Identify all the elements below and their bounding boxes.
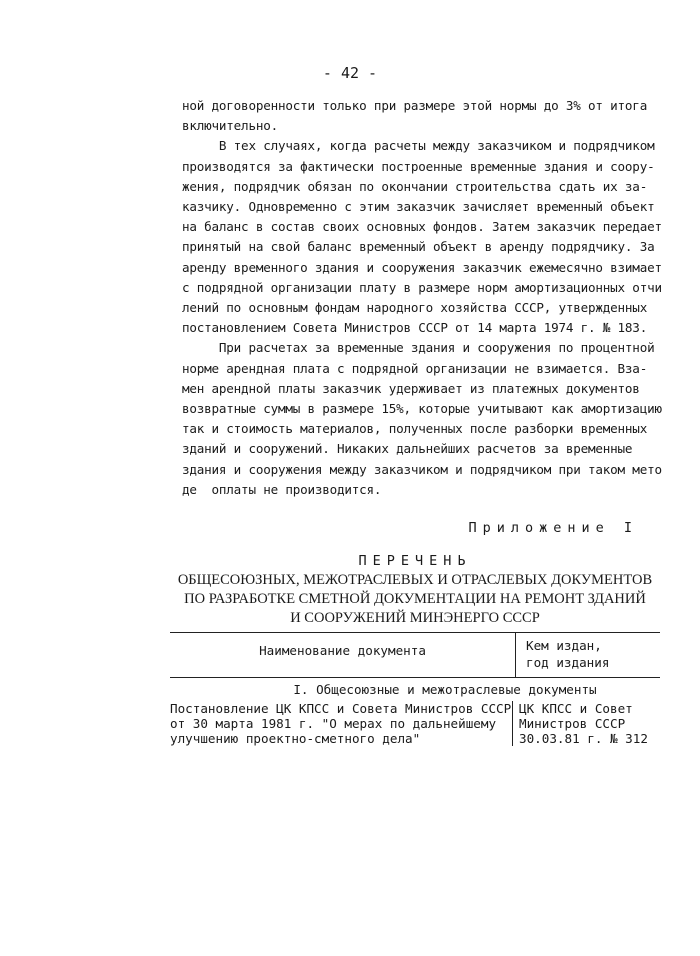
section-title: I. Общесоюзные и межотраслевые документы <box>293 682 597 697</box>
page-number: - 42 - <box>322 64 378 82</box>
paragraph-2: В тех случаях, когда расчеты между заказчиком и подрядчиком производятся за фактически построенные временные здания и соору- жения, подрядчик обязан по окончании строительства сдать их за- казчику. Одновременно с этим заказчик зачисляет временный объект на баланс в состав своих основных фондов. Затем заказчик передает принятый на свой баланс временный объект в аренду подрядчику. За аренду временного здания и сооружения заказчик ежемесячно взимает с подрядной организации плату в размере норм амортизационных отчи лений по основным фондам народного хозяйства СССР, утвержденных постановлением Совета Министров СССР от 14 марта 1974 г. № 183. <box>182 138 662 336</box>
paragraph-1: ной договоренности только при размере этой нормы до 3% от итога включительно. <box>182 98 648 134</box>
documents-table <box>170 632 660 746</box>
body-text <box>182 96 660 500</box>
header-issuer: Кем издан, год издания <box>526 638 610 670</box>
list-heading <box>170 552 660 628</box>
table-row <box>170 701 660 746</box>
paragraph-3: При расчетах за временные здания и сооружения по процентной норме арендная плата с подрядной организации не взимается. Вза- мен арендной платы заказчик удерживает из платежных документов возвратные суммы в размере 15%, которые учитывают как амортизацию так и стоимость материалов, полученных после разборки временных зданий и сооружений. Никаких дальнейших расчетов за временные здания и сооружения между заказчиком и подрядчиком при таком мето де оплаты не производится. <box>182 340 662 497</box>
heading-title: ПЕРЕЧЕНЬ <box>358 553 472 569</box>
header-document-name: Наименование документа <box>170 633 516 677</box>
appendix-label: Приложение I <box>468 520 638 536</box>
row-issuer: ЦК КПСС и Совет Министров СССР 30.03.81 г. № 312 <box>512 701 660 746</box>
table-header <box>170 633 660 678</box>
heading-line-3: И СООРУЖЕНИЙ МИНЭНЕРГО СССР <box>290 610 540 626</box>
heading-line-2: ПО РАЗРАБОТКЕ СМЕТНОЙ ДОКУМЕНТАЦИИ НА РЕМОНТ ЗДАНИЙ <box>184 591 646 607</box>
row-document: Постановление ЦК КПСС и Совета Министров СССР от 30 марта 1981 г. "О мерах по дальнейшему улучшению проектно-сметного дела" <box>170 701 512 746</box>
heading-line-1: ОБЩЕСОЮЗНЫХ, МЕЖОТРАСЛЕВЫХ И ОТРАСЛЕВЫХ ДОКУМЕНТОВ <box>177 572 653 588</box>
